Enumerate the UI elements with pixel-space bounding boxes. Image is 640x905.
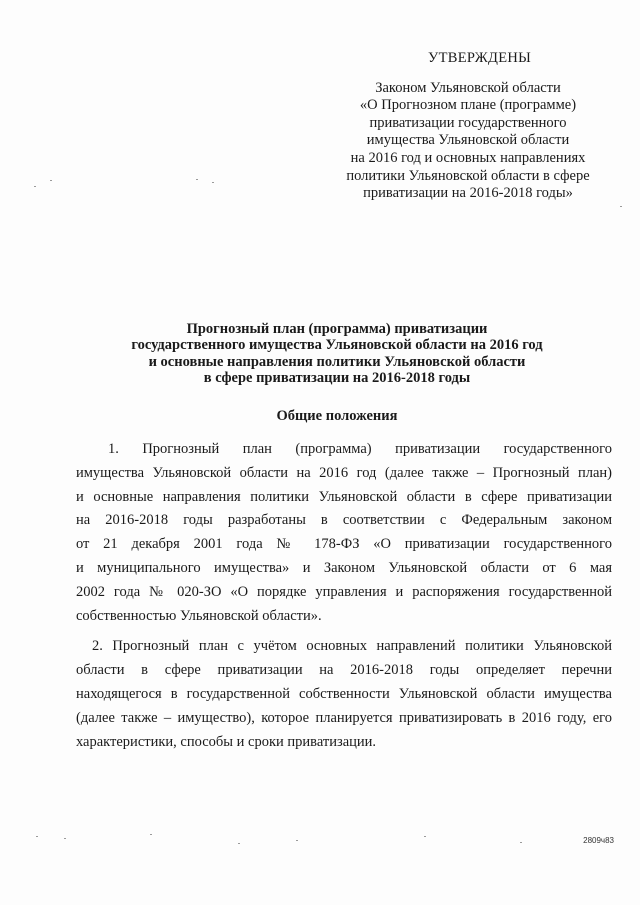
approval-line: приватизации государственного <box>369 114 567 131</box>
paragraph-line: имущества Ульяновской области на 2016 год (далее также – Прогнозный план) <box>76 464 612 481</box>
title-line: Прогнозный план (программа) приватизации <box>186 321 488 337</box>
approval-line: политики Ульяновской области в сфере <box>346 167 590 184</box>
paragraph-line: находящегося в государственной собственности Ульяновской области имущества <box>76 685 612 702</box>
title-line: государственного имущества Ульяновской области на 2016 год <box>131 337 543 354</box>
paragraph-2 <box>76 635 612 754</box>
paragraph-line: и муниципального имущества» и Законом Ульяновской области от 6 мая <box>76 559 612 576</box>
approval-line: на 2016 год и основных направлениях <box>350 149 586 166</box>
paragraph-1 <box>76 438 612 628</box>
paragraph-gap <box>76 628 612 635</box>
paragraph-line: области в сфере приватизации на 2016-2018 годы определяет перечни <box>76 662 612 679</box>
approval-line: Законом Ульяновской области <box>375 79 561 96</box>
paragraph-line: 2002 года № 020-ЗО «О порядке управления и распоряжения государственной <box>76 583 612 600</box>
title-line: в сфере приватизации на 2016-2018 годы <box>203 370 471 387</box>
approval-heading: УТВЕРЖДЕНЫ <box>428 50 532 66</box>
approval-line: «О Прогнозном плане (программе) <box>359 97 577 114</box>
footer-code: 2809ч83 <box>583 836 614 845</box>
approval-block <box>318 50 618 203</box>
paragraph-line: (далее также – имущество), которое планируется приватизировать в 2016 году, его <box>76 709 612 726</box>
paragraph-line: от 21 декабря 2001 года № 178-ФЗ «О приватизации государственного <box>76 536 612 553</box>
paragraph-line: на 2016-2018 годы разработаны в соответствии с Федеральным законом <box>76 512 612 529</box>
document-body <box>76 438 612 754</box>
paragraph-line: 1. Прогнозный план (программа) приватизации государственного <box>108 441 612 457</box>
section-heading: Общие положения <box>276 408 398 424</box>
paragraph-line: и основные направления политики Ульяновской области в сфере приватизации <box>76 488 612 505</box>
paragraph-line: собственностью Ульяновской области». <box>76 607 322 624</box>
paragraph-line: 2. Прогнозный план с учётом основных направлений политики Ульяновской <box>92 638 612 655</box>
document-title <box>80 321 594 387</box>
approval-line: приватизации на 2016-2018 годы» <box>363 185 573 202</box>
approval-line: имущества Ульяновской области <box>366 132 570 149</box>
title-line: и основные направления политики Ульяновской области <box>148 353 526 370</box>
paragraph-line: характеристики, способы и сроки приватизации. <box>76 733 377 750</box>
